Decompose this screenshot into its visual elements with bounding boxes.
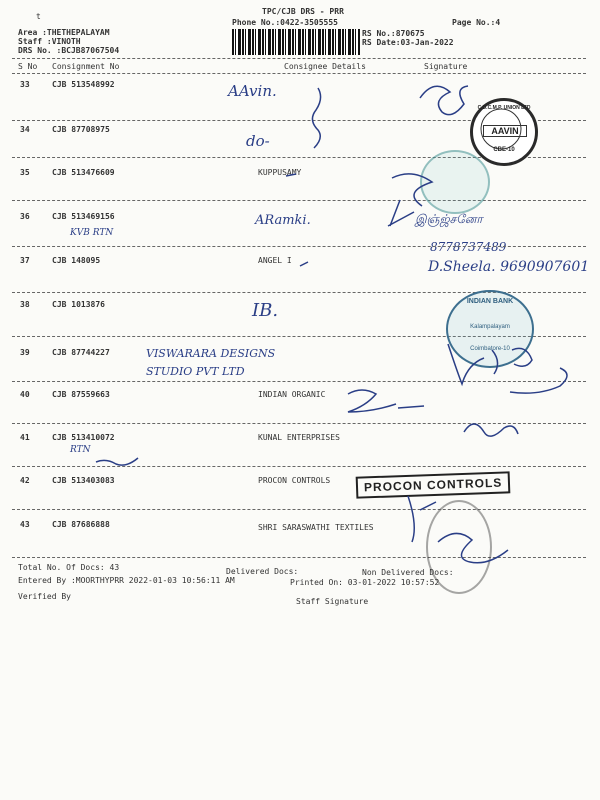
delivered-docs: Delivered Docs: <box>226 567 299 576</box>
col-signature-header: Signature <box>424 62 468 71</box>
row-consignment: CJB 513469156 <box>52 212 115 221</box>
row-consignment: CJB 513403083 <box>52 476 115 485</box>
doc-title: TPC/CJB DRS - PRR <box>262 7 344 16</box>
note-kvb-rtn: KVB RTN <box>70 228 114 238</box>
handwritten-signature: D.Sheela. 9690907601 <box>428 259 590 275</box>
row-consignee: PROCON CONTROLS <box>258 476 331 485</box>
handwritten-consignee: VISWARARA DESIGNS STUDIO PVT LTD <box>146 347 276 378</box>
row-consignment: CJB 513548992 <box>52 80 115 89</box>
non-delivered-docs: Non Delivered Docs: <box>362 568 454 577</box>
bank-seal-side: Kalampalayam <box>470 324 510 330</box>
entered-by: Entered By :MOORTHYPRR 2022-01-03 10:56:11 AM <box>18 576 235 585</box>
handwritten-phone: 8778737489 <box>430 240 507 254</box>
aavin-seal-lower: CBE-10 <box>493 147 515 153</box>
row-consignment: CJB 1013876 <box>52 300 105 309</box>
rs-number: RS No.:870675 <box>362 29 425 38</box>
row-consignee: INDIAN ORGANIC <box>258 390 326 399</box>
rs-date: RS Date:03-Jan-2022 <box>362 38 454 47</box>
bank-seal-lower: Coimbatore-10 <box>470 346 510 352</box>
staff-signature: Staff Signature <box>296 597 369 606</box>
col-sno-header: S No <box>18 62 38 71</box>
row-consignee: KUNAL ENTERPRISES <box>258 433 340 442</box>
col-consignment-header: Consignment No <box>52 62 120 71</box>
row-sno: 40 <box>20 390 30 399</box>
printed-on: Printed On: 03-01-2022 10:57:52 <box>290 578 440 587</box>
row-sno: 43 <box>20 520 30 529</box>
row-consignment: CJB 87686888 <box>52 520 110 529</box>
aavin-seal-upper: C.D.C.M.P. UNION LTD <box>477 105 531 111</box>
row-consignment: CJB 148095 <box>52 256 101 265</box>
row-sno: 41 <box>20 433 30 442</box>
drs-number: DRS No. :BCJB87067504 <box>18 46 120 55</box>
row-sno: 38 <box>20 300 30 309</box>
row-consignment: CJB 513476609 <box>52 168 115 177</box>
procon-stamp: PROCON CONTROLS <box>356 471 511 498</box>
row-consignee: KUPPUSAMY <box>258 168 302 177</box>
handwritten-consignee: ARamki. <box>255 213 311 228</box>
staff-label: Staff :VINOTH <box>18 37 81 46</box>
row-sno: 36 <box>20 212 30 221</box>
handwritten-consignee: IB. <box>252 300 279 321</box>
area-label: Area :THETHEPALAYAM <box>18 28 110 37</box>
bank-seal-upper: INDIAN BANK <box>466 298 514 305</box>
page-number: Page No.:4 <box>452 18 501 27</box>
row-sno: 37 <box>20 256 30 265</box>
phone-number: Phone No.:0422-3505555 <box>232 18 338 27</box>
row-consignment: CJB 87559663 <box>52 390 110 399</box>
note-rtn: RTN <box>70 445 91 455</box>
verified-by: Verified By <box>18 592 71 601</box>
handwritten-signature: இஞ்ஜ்சனோ <box>415 212 483 226</box>
row-sno: 42 <box>20 476 30 485</box>
row-sno: 33 <box>20 80 30 89</box>
aavin-seal-center: AAVIN <box>483 125 527 137</box>
row-consignment: CJB 513410072 <box>52 433 115 442</box>
row-sno: 34 <box>20 125 30 134</box>
handwritten-consignee: AAvin. <box>228 82 277 100</box>
row-consignment: CJB 87744227 <box>52 348 110 357</box>
row-sno: 39 <box>20 348 30 357</box>
row-consignee: SHRI SARASWATHI TEXTILES <box>258 523 374 532</box>
total-docs: Total No. Of Docs: 43 <box>18 563 120 572</box>
row-consignment: CJB 87708975 <box>52 125 110 134</box>
handwritten-consignee: do- <box>246 132 270 150</box>
row-sno: 35 <box>20 168 30 177</box>
corner-mark: t <box>36 12 41 21</box>
row-consignee: ANGEL I <box>258 256 292 265</box>
col-details-header: Consignee Details <box>284 62 366 71</box>
